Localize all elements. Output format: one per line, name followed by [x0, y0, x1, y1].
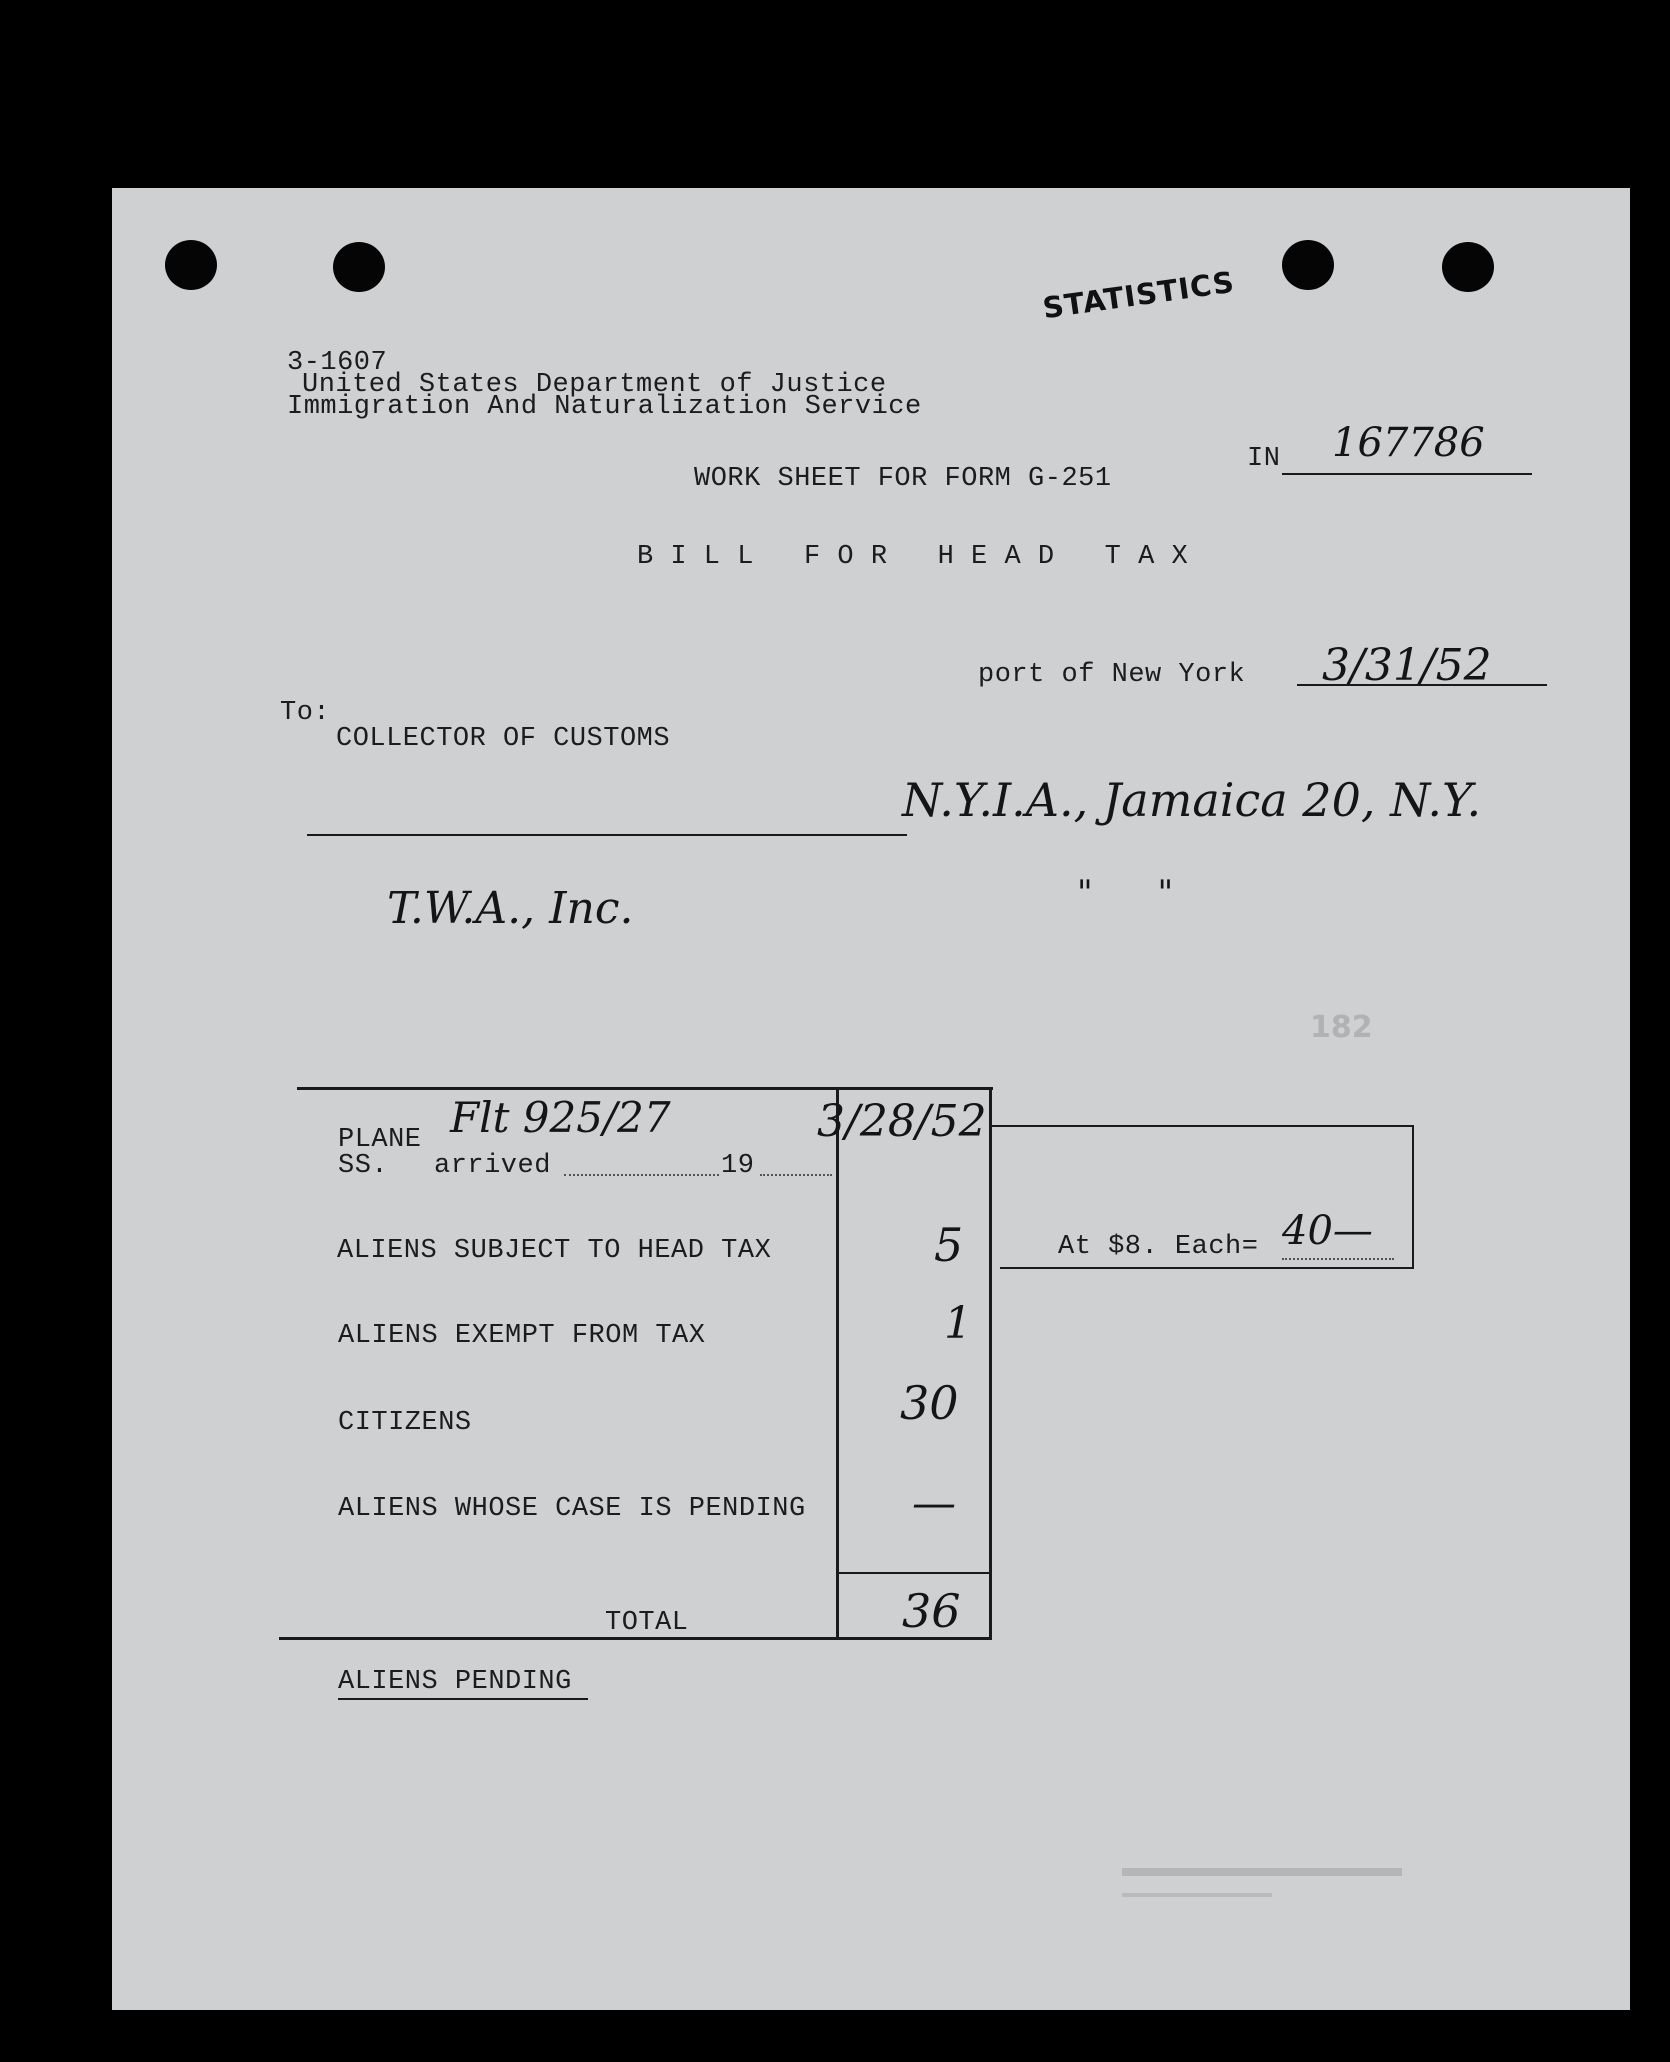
rate-dotted-line: [1282, 1258, 1394, 1260]
address-handwritten: N.Y.I.A., Jamaica 20, N.Y.: [902, 773, 1482, 827]
row-label-subject-to-tax: ALIENS SUBJECT TO HEAD TAX: [337, 1236, 772, 1266]
statistics-stamp: STATISTICS: [1040, 264, 1237, 326]
in-number: 167786: [1332, 420, 1485, 466]
punch-hole: [1282, 240, 1334, 290]
row-value-citizens: 30: [900, 1376, 959, 1430]
row-label-citizens: CITIZENS: [338, 1408, 472, 1438]
rate-box-right: [1412, 1125, 1414, 1269]
ditto-marks: " ": [1077, 873, 1174, 913]
rate-box-bottom: [1000, 1267, 1414, 1269]
form-number: 3-1607: [287, 348, 388, 378]
aliens-pending-underline: [338, 1698, 588, 1700]
year-dotted-line: [760, 1174, 832, 1176]
company-handwritten: T.W.A., Inc.: [387, 883, 634, 934]
bill-title: B I L L F O R H E A D T A X: [637, 542, 1189, 572]
row-label-exempt: ALIENS EXEMPT FROM TAX: [338, 1321, 706, 1351]
rate-label: At $8. Each=: [1058, 1232, 1259, 1262]
address-underline: [307, 834, 907, 836]
punch-hole: [1442, 242, 1494, 292]
arrival-date: 3/28/52: [817, 1096, 987, 1147]
agency-line-1: United States Department of Justice: [302, 370, 887, 400]
in-label: IN: [1247, 444, 1281, 474]
collector-label: COLLECTOR OF CUSTOMS: [336, 724, 671, 754]
punch-hole: [333, 242, 385, 292]
plane-label: PLANE: [338, 1125, 422, 1155]
smudge: [1122, 1868, 1402, 1876]
total-label: TOTAL: [605, 1608, 689, 1638]
document-page: [112, 188, 1630, 2010]
bill-date: 3/31/52: [1322, 640, 1492, 691]
agency-line-2: Immigration And Naturalization Service: [287, 392, 922, 422]
plane-value: Flt 925/27: [450, 1093, 671, 1142]
ss-label: SS.: [338, 1151, 389, 1181]
row-value-pending: —: [912, 1478, 956, 1529]
table-right-border: [989, 1087, 992, 1639]
row-value-exempt: 1: [944, 1298, 972, 1349]
rate-value: 40—: [1282, 1208, 1373, 1254]
arrived-dotted-line: [564, 1174, 719, 1176]
arrived-label: arrived: [434, 1151, 551, 1181]
year-prefix: 19: [721, 1151, 755, 1181]
punch-hole: [165, 240, 217, 290]
row-value-subject-to-tax: 5: [934, 1218, 964, 1272]
aliens-pending-label: ALIENS PENDING: [338, 1667, 572, 1697]
table-column-divider: [836, 1087, 839, 1639]
in-number-underline: [1282, 473, 1532, 475]
worksheet-title: WORK SHEET FOR FORM G-251: [694, 464, 1112, 494]
port-label: port of New York: [978, 660, 1246, 690]
row-label-pending: ALIENS WHOSE CASE IS PENDING: [338, 1494, 806, 1524]
to-label: To:: [280, 698, 331, 728]
table-subtotal-rule: [836, 1572, 992, 1574]
table-top-rule: [297, 1087, 993, 1090]
smudge: [1122, 1893, 1272, 1897]
rate-box-top: [992, 1125, 1412, 1127]
total-value: 36: [902, 1584, 961, 1638]
faint-page-number: 182: [1310, 1010, 1373, 1045]
